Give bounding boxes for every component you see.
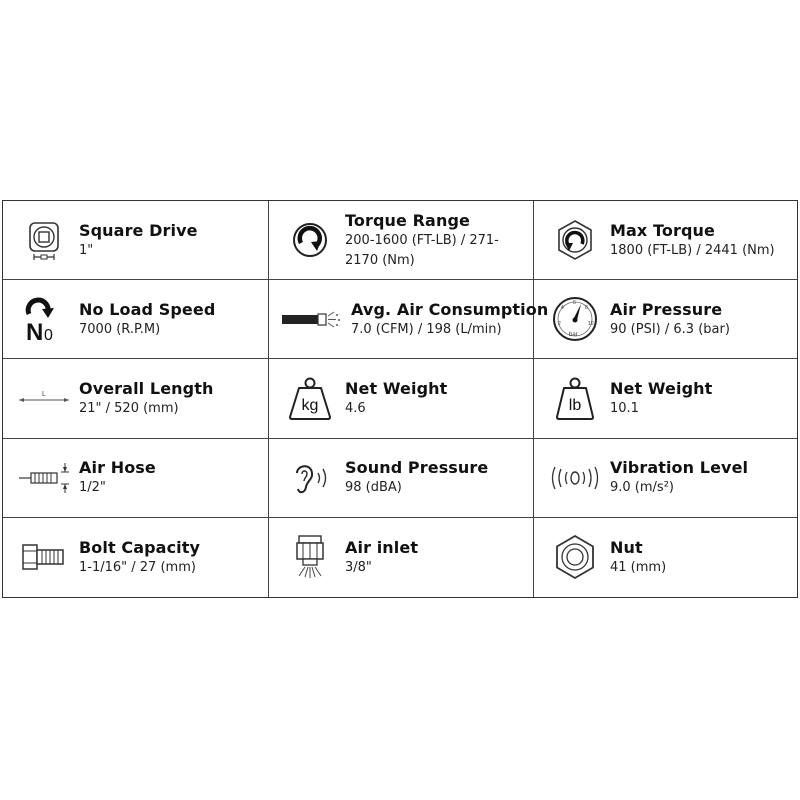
hex-nut-icon <box>548 530 602 584</box>
spec-value: 7.0 (CFM) / 198 (L/min) <box>351 321 502 337</box>
spec-title: No Load Speed <box>79 299 216 319</box>
spec-cell-air-hose <box>3 439 269 518</box>
spec-value: 41 (mm) <box>610 559 667 575</box>
vibration-icon <box>548 451 602 505</box>
spec-title: Nut <box>610 537 643 557</box>
ear-sound-icon <box>283 451 337 505</box>
spec-cell-vibration-level <box>534 439 797 518</box>
spec-value: 1-1/16" / 27 (mm) <box>79 559 196 575</box>
torque-range-icon <box>283 213 337 267</box>
spec-cell-square-drive <box>3 201 269 280</box>
length-dimension-icon <box>17 371 71 425</box>
spec-value: 1" <box>79 242 94 258</box>
spec-value: 3/8" <box>345 559 372 575</box>
no-load-zero-label: 0 <box>44 327 53 345</box>
spec-title: Sound Pressure <box>345 458 489 478</box>
lb-label: lb <box>568 397 582 415</box>
svg-text:10: 10 <box>588 321 594 328</box>
spec-value: 7000 (R.P.M) <box>79 321 161 337</box>
spec-value: 200-1600 (FT-LB) / 271-2170 (Nm) <box>345 232 499 268</box>
svg-text:6: 6 <box>573 300 576 307</box>
spec-title: Overall Length <box>79 378 214 398</box>
spec-cell-max-torque <box>534 201 797 280</box>
pressure-gauge-icon <box>548 292 602 346</box>
svg-text:4: 4 <box>561 305 564 312</box>
spec-title: Net Weight <box>345 378 448 398</box>
spec-title: Net Weight <box>610 378 713 398</box>
spec-cell-torque-range <box>269 201 534 280</box>
spec-value: 98 (dBA) <box>345 480 402 496</box>
air-consumption-icon <box>281 292 343 346</box>
length-l-label: L <box>42 391 46 399</box>
spec-title: Air Pressure <box>610 299 723 319</box>
kg-label: kg <box>301 397 319 415</box>
spec-value: 1800 (FT-LB) / 2441 (Nm) <box>610 242 775 258</box>
spec-title: Torque Range <box>345 210 470 230</box>
spec-cell-air-pressure <box>534 280 797 359</box>
air-hose-icon <box>17 451 71 505</box>
bolt-icon <box>17 530 71 584</box>
weight-lb-icon <box>548 371 602 425</box>
spec-value: 9.0 (m/s²) <box>610 480 674 496</box>
spec-value: 21" / 520 (mm) <box>79 400 179 416</box>
spec-cell-nut <box>534 518 797 597</box>
square-drive-icon <box>17 213 71 267</box>
spec-cell-air-consumption <box>269 280 549 359</box>
spec-cell-overall-length <box>3 359 269 438</box>
svg-text:2: 2 <box>558 321 561 328</box>
spec-value: 4.6 <box>345 400 366 416</box>
spec-title: Max Torque <box>610 220 715 240</box>
spec-cell-sound-pressure <box>269 439 534 518</box>
spec-cell-net-weight-kg <box>269 359 534 438</box>
weight-kg-icon <box>283 371 337 425</box>
spec-cell-air-inlet <box>269 518 534 597</box>
spec-title: Air inlet <box>345 537 419 557</box>
spec-value: 1/2" <box>79 480 106 496</box>
spec-value: 90 (PSI) / 6.3 (bar) <box>610 321 730 337</box>
svg-text:8: 8 <box>585 305 588 312</box>
gauge-unit-label: bar <box>569 332 578 339</box>
spec-title: Air Hose <box>79 458 156 478</box>
spec-title: Bolt Capacity <box>79 537 201 557</box>
no-load-n-label: N <box>26 319 44 347</box>
spec-value: 10.1 <box>610 400 639 416</box>
spec-title: Avg. Air Consumption <box>351 299 549 319</box>
max-torque-icon <box>548 213 602 267</box>
spec-title: Vibration Level <box>610 458 749 478</box>
spec-title: Square Drive <box>79 220 198 240</box>
air-inlet-icon <box>283 530 337 584</box>
no-load-speed-icon <box>17 292 71 346</box>
spec-cell-net-weight-lb <box>534 359 797 438</box>
spec-cell-bolt-capacity <box>3 518 269 597</box>
spec-cell-no-load-speed <box>3 280 269 359</box>
spec-table <box>2 200 798 598</box>
